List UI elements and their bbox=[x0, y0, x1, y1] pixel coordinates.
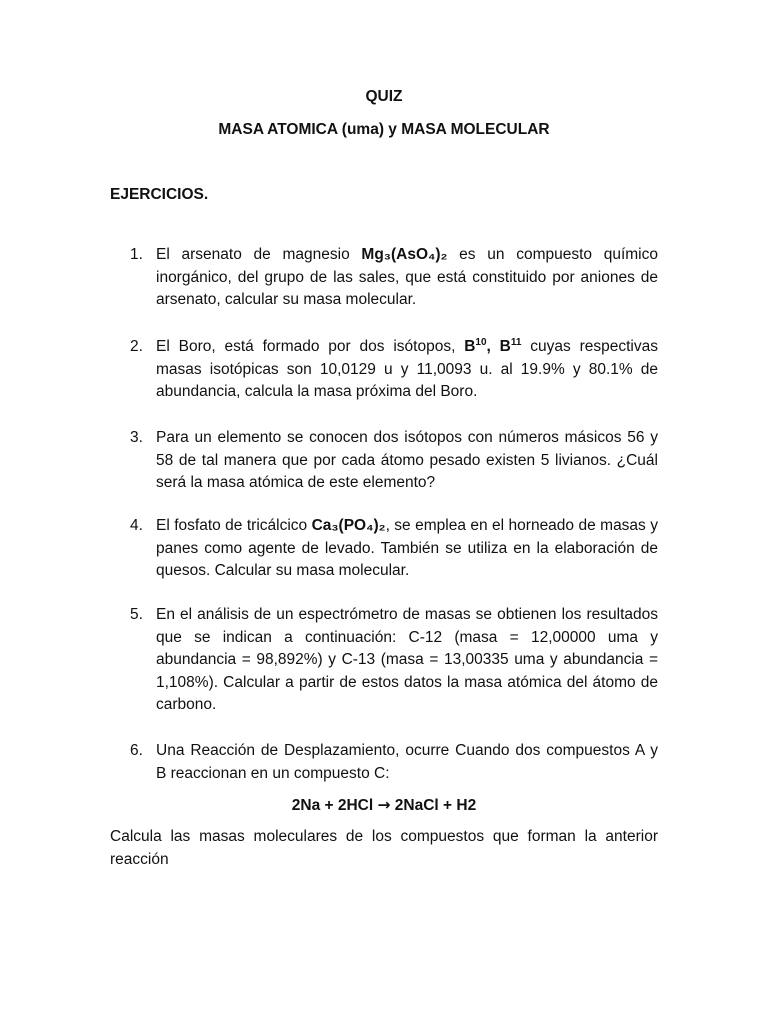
isotope-mass-number: 11 bbox=[510, 336, 522, 348]
exercise-text-after: , se emplea en el horneado de masas y panes como agente de levado. También se utiliza en la elaboración de quesos. Calcular su masa molecular. bbox=[156, 517, 658, 580]
exercise-text-before: El fosfato de tricálcico bbox=[156, 517, 312, 534]
isotope-b11 bbox=[500, 338, 522, 355]
exercise-text-after: cuyas respectivas masas isotópicas son 10,0129 u y 11,0093 u. al 19.9% y 80.1% de abundancia, calcula la masa próxima del Boro. bbox=[156, 338, 658, 401]
isotope-symbol: B bbox=[499, 338, 511, 355]
exercise-text: Una Reacción de Desplazamiento, ocurre Cuando dos compuestos A y B reaccionan en un compuesto C: bbox=[156, 742, 658, 782]
chemical-formula: Mg₃(AsO₄)₂ bbox=[361, 246, 448, 263]
exercise-text: Para un elemento se conocen dos isótopos con números másicos 56 y 58 de tal manera que por cada átomo pesado existen 5 livianos. ¿Cuál será la masa atómica de este elemento? bbox=[156, 429, 658, 492]
exercise-number: 4. bbox=[130, 517, 143, 534]
exercise-text bbox=[156, 515, 658, 583]
equation-products: 2NaCl + H2 bbox=[390, 797, 477, 814]
reaction-arrow-icon: → bbox=[377, 796, 391, 814]
exercise-number: 3. bbox=[130, 429, 143, 446]
exercise-text-before: El arsenato de magnesio bbox=[156, 246, 362, 263]
isotope-b10 bbox=[464, 338, 486, 355]
exercise-text: En el análisis de un espectrómetro de masas se obtienen los resultados que se indican a continuación: C-12 (masa = 12,00000 uma y abundancia = 98,892%) y C-13 (masa = 13,00335 uma y abundancia = 1,108%). Calcular a partir de estos datos la masa atómica del átomo de carbono. bbox=[156, 606, 658, 714]
chemical-equation bbox=[0, 794, 768, 818]
isotope-mass-number: 10 bbox=[475, 336, 487, 348]
exercise-number: 2. bbox=[130, 338, 143, 355]
exercise-text-before: El Boro, está formado por dos isótopos, bbox=[156, 338, 465, 355]
section-heading: EJERCICIOS. bbox=[110, 186, 209, 203]
equation-reactants: 2Na + 2HCl bbox=[291, 797, 378, 814]
quiz-title: QUIZ bbox=[365, 88, 403, 105]
exercise-number: 6. bbox=[130, 742, 143, 759]
exercise-text-after: es un compuesto químico inorgánico, del grupo de las sales, que está constituido por aniones de arsenato, calcular su masa molecular. bbox=[156, 246, 658, 309]
exercise-text bbox=[156, 336, 658, 404]
exercise-number: 5. bbox=[130, 606, 143, 623]
chemical-formula: Ca₃(PO₄)₂ bbox=[311, 517, 386, 534]
exercise-text bbox=[156, 244, 658, 312]
exercise-number: 1. bbox=[130, 246, 143, 263]
closing-instruction: Calcula las masas moleculares de los compuestos que forman la anterior reacción bbox=[110, 828, 658, 868]
quiz-subtitle: MASA ATOMICA (uma) y MASA MOLECULAR bbox=[218, 121, 550, 138]
isotope-symbol: B bbox=[464, 338, 476, 355]
isotope-separator: , bbox=[486, 338, 500, 355]
